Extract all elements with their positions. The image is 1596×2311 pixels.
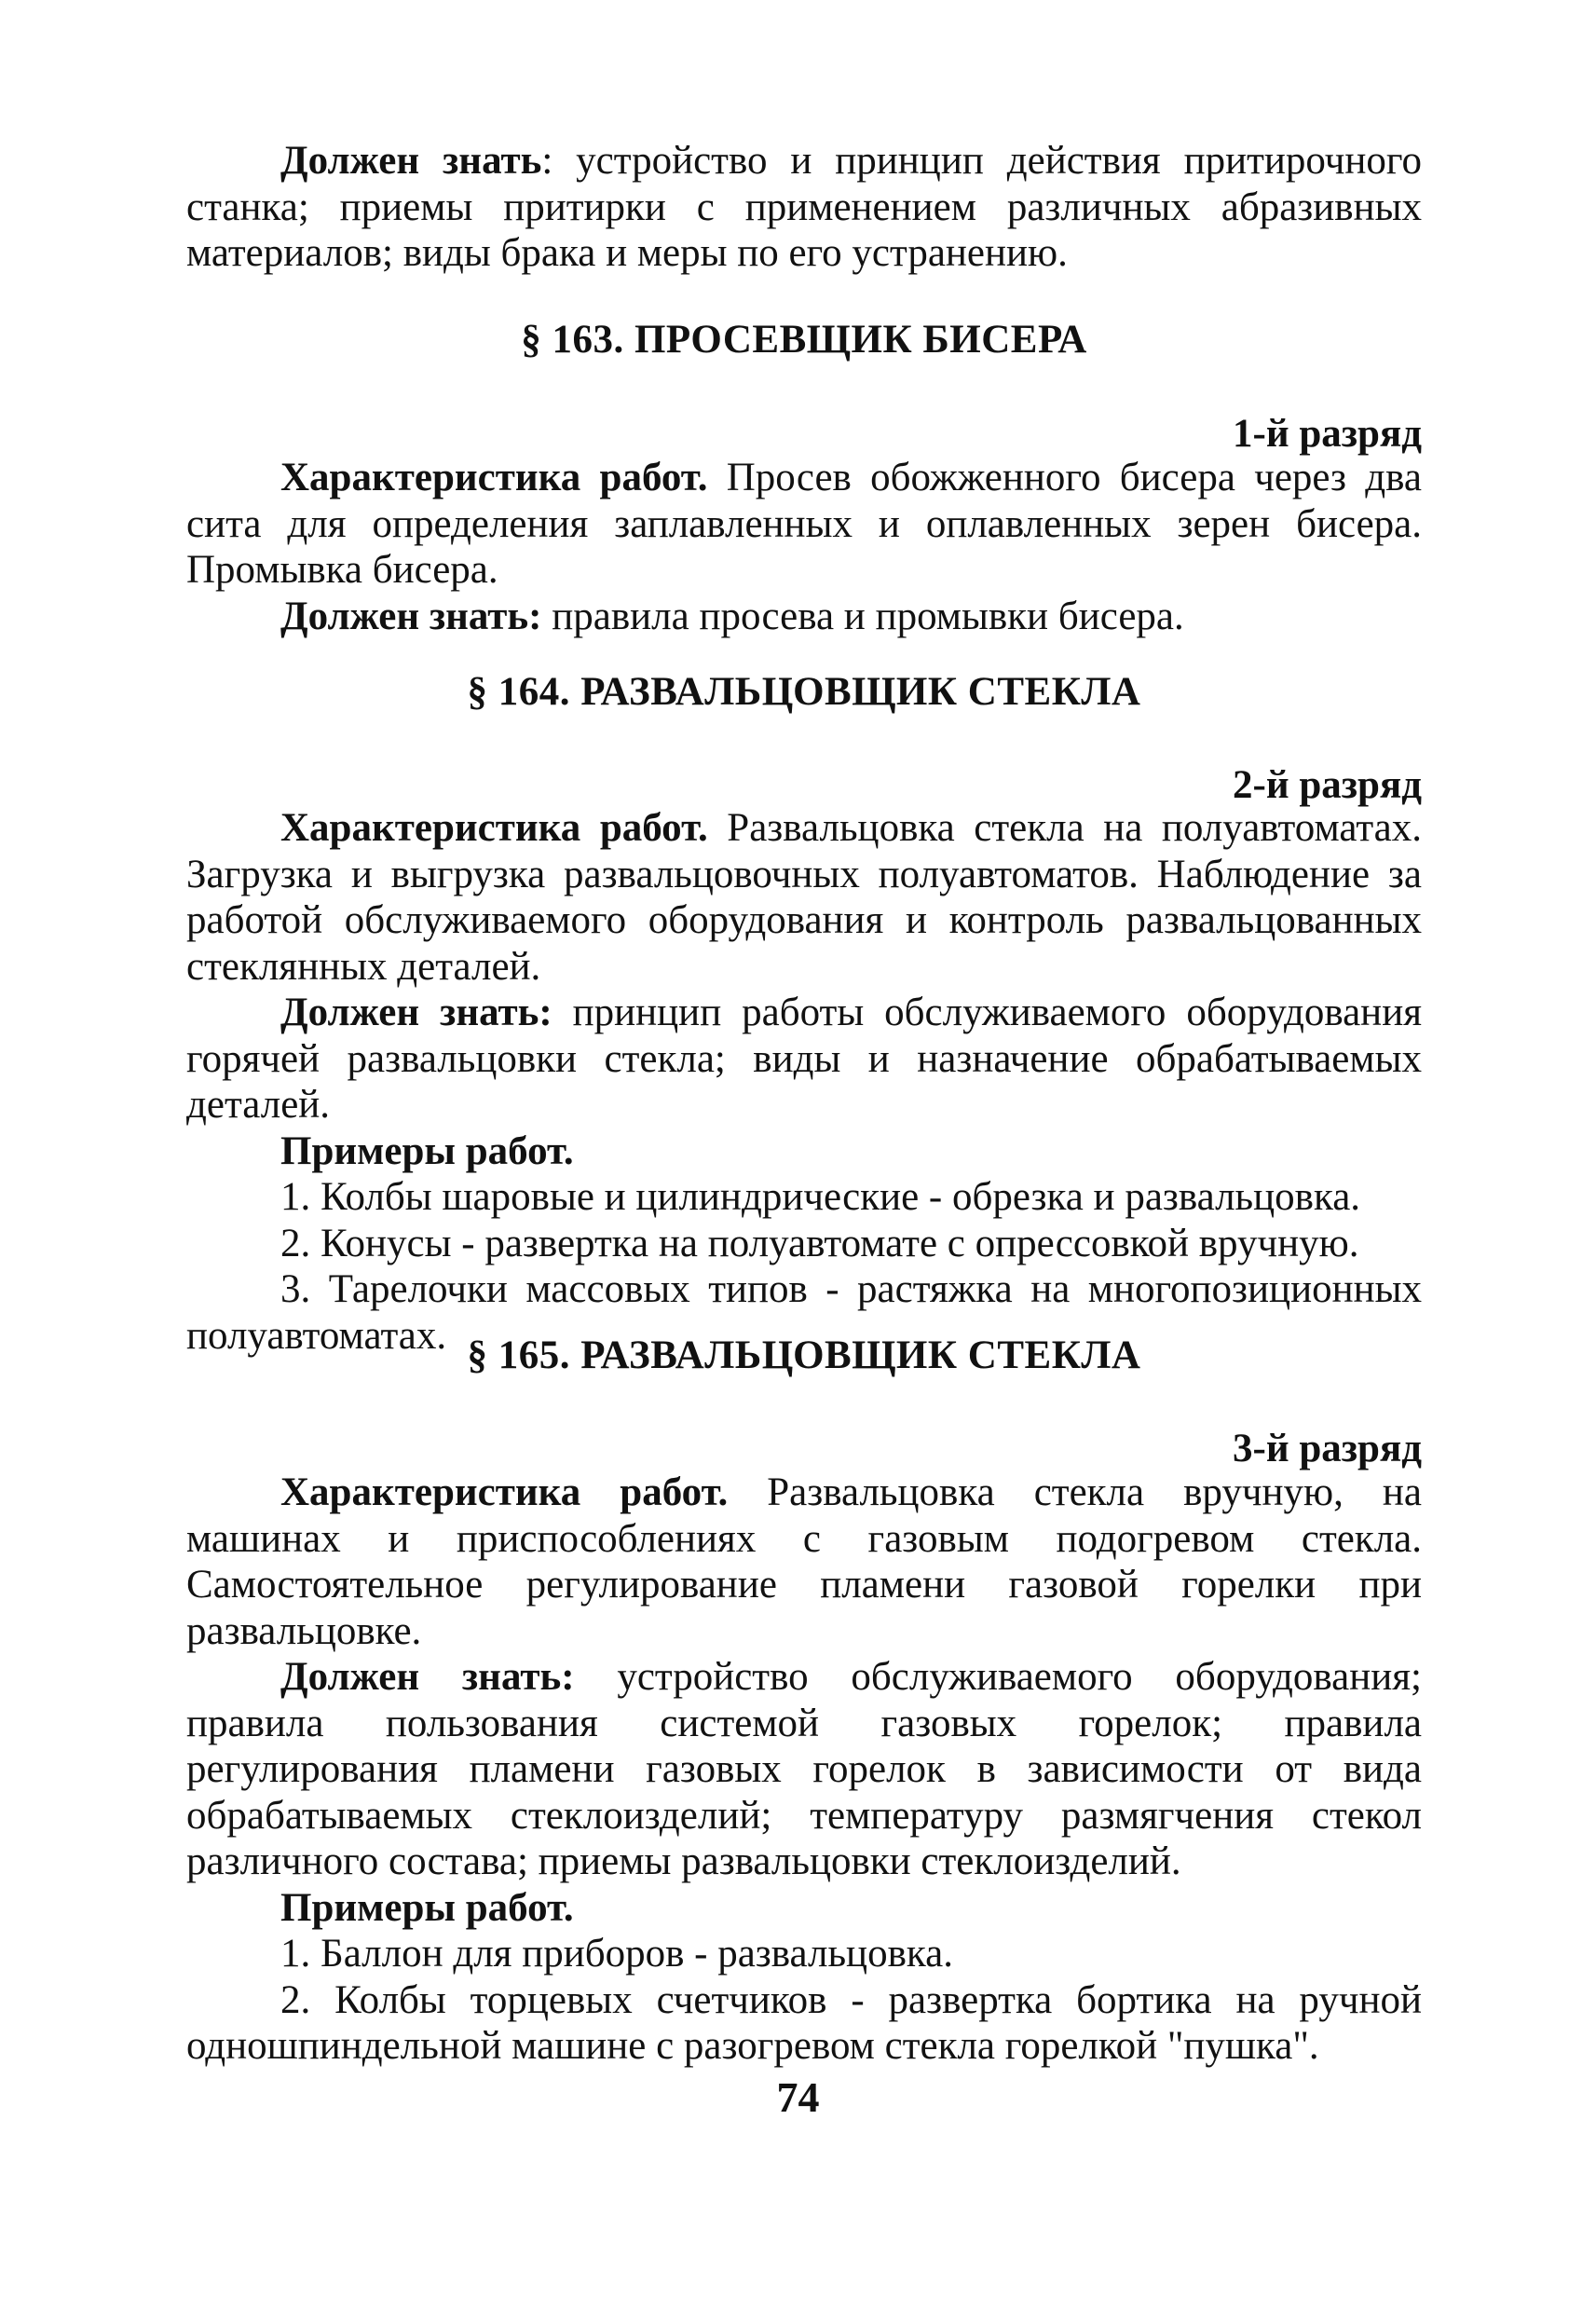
section-165-char-label: Характеристика работ.	[280, 1470, 729, 1514]
section-163-knowledge	[186, 594, 1422, 640]
section-165-char-text: Развальцовка стекла вручную, на машинах и приспособлениях с газовым подогревом стекла. Самостоятельное регулирование пламени газовой горелки при развальцовке.	[186, 1470, 1423, 1653]
section-165-characteristics	[186, 1470, 1422, 1654]
section-164-characteristics	[186, 805, 1422, 990]
intro-label: Должен знать	[280, 139, 542, 183]
section-165-grade: 3-й разряд	[1233, 1427, 1422, 1470]
section-165-example-item: 2. Колбы торцевых счетчиков - развертка бортика на ручной одношпиндельной машине с разогревом стекла горелкой "пушка".	[186, 1977, 1422, 2068]
section-163-body	[186, 455, 1422, 639]
section-164-example-item: 3. Тарелочки массовых типов - растяжка на многопозиционных полуавтоматах.	[186, 1267, 1422, 1358]
section-165-example-item: 1. Баллон для приборов - развальцовка.	[280, 1932, 953, 1976]
section-164-know-text: принцип работы обслуживаемого оборудования горячей развальцовки стекла; виды и назначение обрабатываемых деталей.	[186, 991, 1422, 1127]
section-165-body	[186, 1470, 1422, 2070]
section-163-grade: 1-й разряд	[1233, 412, 1422, 456]
section-165-knowledge	[186, 1654, 1422, 1885]
section-164-example-item: 1. Колбы шаровые и цилиндрические - обрезка и развальцовка.	[280, 1175, 1361, 1219]
section-165-examples-label: Примеры работ.	[280, 1885, 574, 1930]
section-164-knowledge	[186, 990, 1422, 1128]
section-163-know-text: правила просева и промывки бисера.	[541, 594, 1184, 638]
section-164-char-label: Характеристика работ.	[280, 806, 708, 850]
section-164-grade: 2-й разряд	[1233, 763, 1422, 807]
page-number: 74	[776, 2073, 820, 2121]
section-165-know-text: устройство обслуживаемого оборудования; правила пользования системой газовых горелок; правила регулирования пламени газовых горелок в зависимости от вида обрабатываемых стеклоизделий; температуру размягчения стекол различного состава; приемы развальцовки стеклоизделий.	[186, 1655, 1422, 1883]
section-163-know-label: Должен знать:	[280, 594, 542, 638]
intro-paragraph	[186, 138, 1422, 277]
section-164-example-item: 2. Конусы - развертка на полуавтомате с опрессовкой вручную.	[280, 1221, 1359, 1265]
section-163-char-text: Просев обожженного бисера через два сита для определения заплавленных и оплавленных зерен бисера. Промывка бисера.	[186, 456, 1422, 592]
section-164-char-text: Развальцовка стекла на полуавтоматах. Загрузка и выгрузка развальцовочных полуавтоматов. Наблюдение за работой обслуживаемого оборудования и контроль развальцованных стеклянных деталей.	[186, 806, 1422, 989]
section-164-know-label: Должен знать:	[280, 991, 552, 1034]
section-165-know-label: Должен знать:	[280, 1655, 575, 1699]
section-164-heading: § 164. РАЗВАЛЬЦОВЩИК СТЕКЛА	[467, 670, 1141, 714]
section-163-characteristics	[186, 455, 1422, 594]
intro-block	[186, 138, 1422, 277]
intro-text: : устройство и принцип действия притирочного станка; приемы притирки с применением различных абразивных материалов; виды брака и меры по его устранению.	[186, 139, 1422, 275]
section-164-examples-label: Примеры работ.	[280, 1128, 574, 1173]
section-163-heading: § 163. ПРОСЕВЩИК БИСЕРА	[521, 318, 1087, 362]
section-163-char-label: Характеристика работ.	[280, 456, 708, 499]
section-165-heading: § 165. РАЗВАЛЬЦОВЩИК СТЕКЛА	[467, 1333, 1141, 1377]
section-164-body	[186, 805, 1422, 1359]
